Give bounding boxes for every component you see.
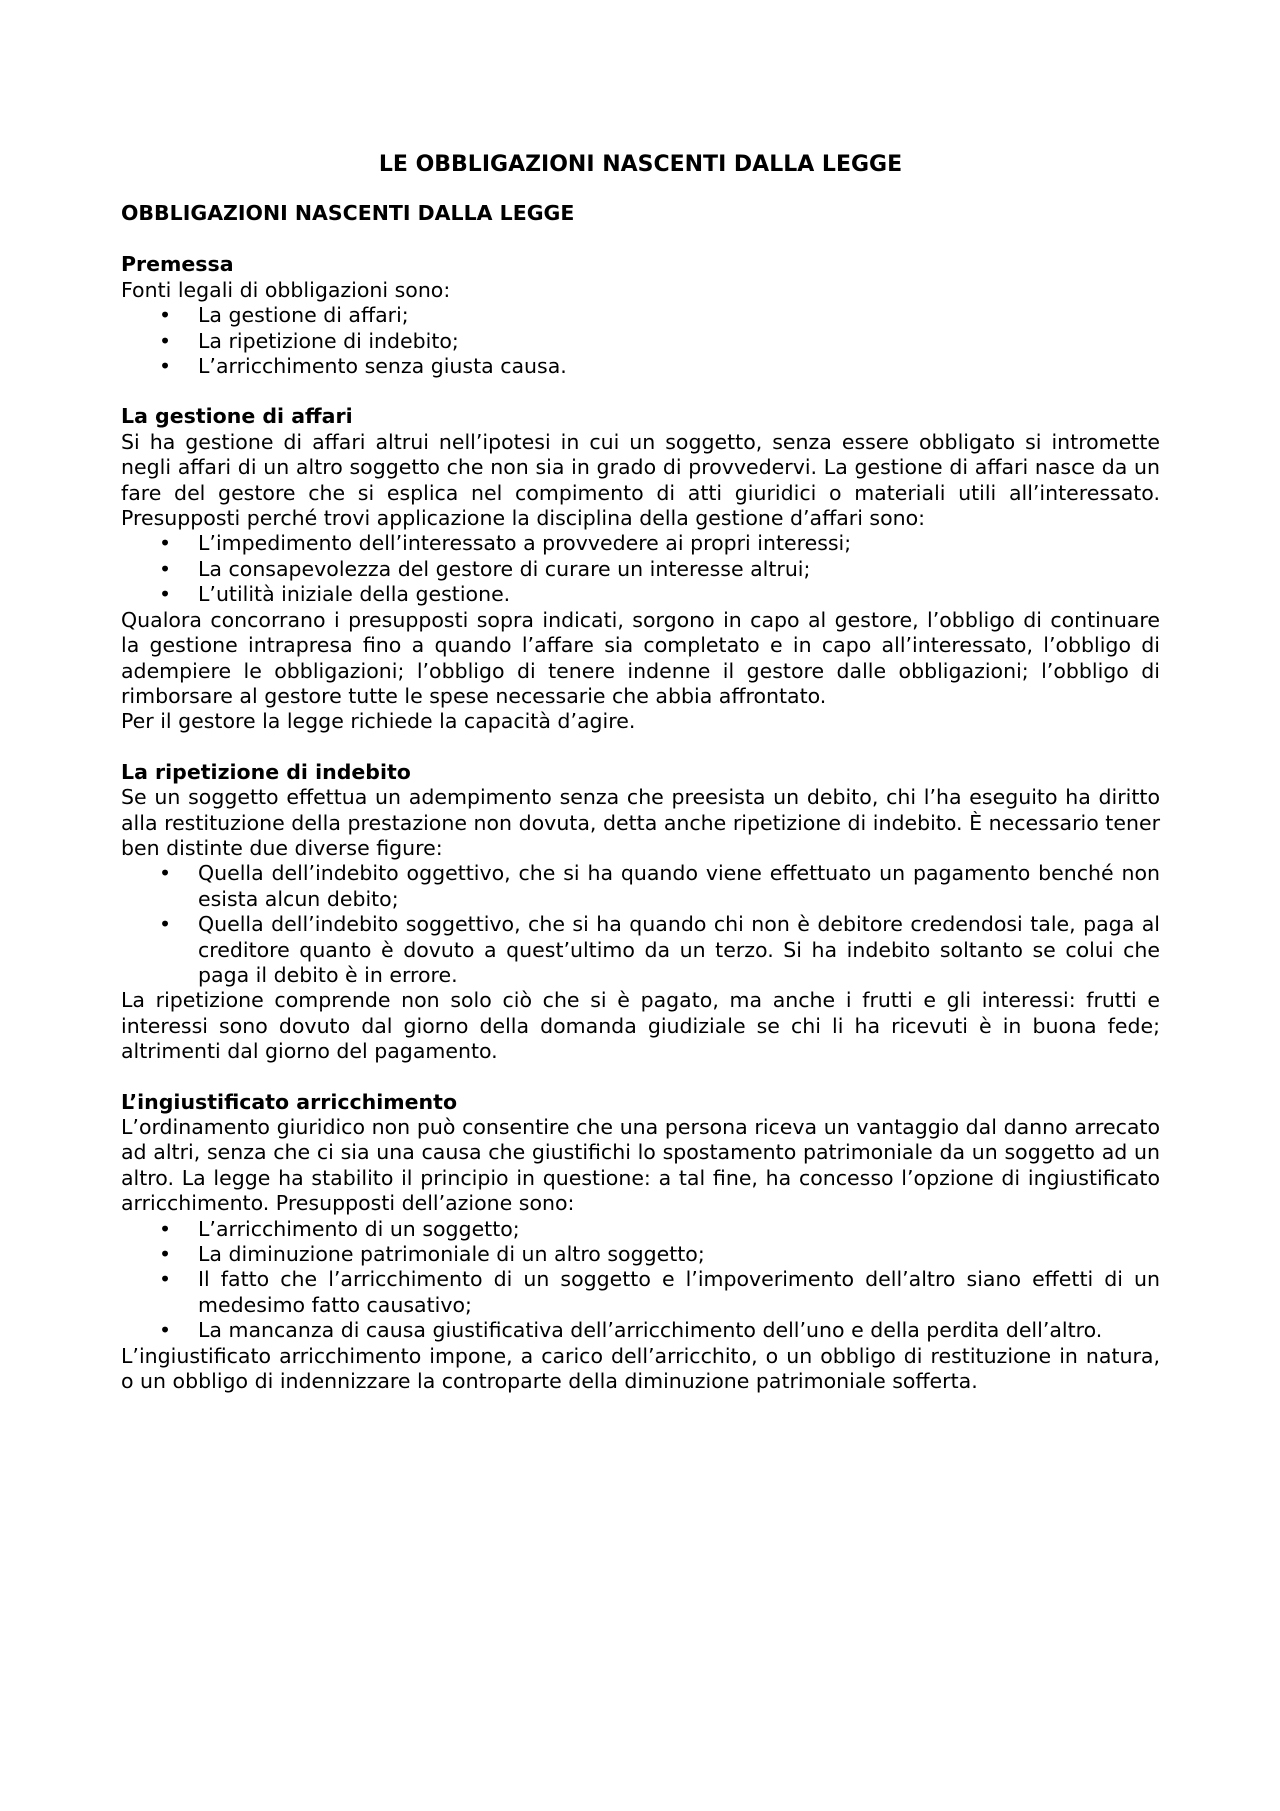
paragraph: Si ha gestione di affari altrui nell’ipotesi in cui un soggetto, senza essere obbligato si intromette negli affari di un altro soggetto che non sia in grado di provvedervi. La gestione di affari nasce da un fare del gestore che si esplica nel compimento di atti giuridici o materiali utili all’interessato. Presupposti perché trovi applicazione la disciplina della gestione d’affari sono: [121, 429, 1160, 531]
list-item: • Il fatto che l’arricchimento di un soggetto e l’impoverimento dell’altro siano effetti di un medesimo fatto causativo; [159, 1267, 1160, 1317]
list-item: • La diminuzione patrimoniale di un altro soggetto; [159, 1242, 705, 1267]
bullet-list [121, 861, 1160, 988]
bullet-list [121, 1217, 1160, 1344]
bullet-icon: • [159, 354, 172, 379]
list-item: • Quella dell’indebito oggettivo, che si ha quando viene effettuato un pagamento benché non esista alcun debito; [159, 861, 1160, 911]
list-item: • La mancanza di causa giustificativa dell’arricchimento dell’uno e della perdita dell’altro. [159, 1318, 1103, 1343]
list-item: • L’impedimento dell’interessato a provvedere ai propri interessi; [159, 531, 852, 556]
paragraph: L’ingiustificato arricchimento impone, a carico dell’arricchito, o un obbligo di restituzione in natura, o un obbligo di indennizzare la controparte della diminuzione patrimoniale sofferta. [121, 1343, 1160, 1394]
list-item: • L’arricchimento di un soggetto; [159, 1216, 520, 1241]
list-item: • Quella dell’indebito soggettivo, che si ha quando chi non è debitore credendosi tale, paga al creditore quanto è dovuto a quest’ultimo da un terzo. Si ha indebito soltanto se colui che paga il debito è in errore. [159, 912, 1160, 987]
document-title: LE OBBLIGAZIONI NASCENTI DALLA LEGGE [378, 152, 903, 177]
section-ingiustificato-arricchimento [121, 1090, 1160, 1395]
bullet-icon: • [159, 1216, 172, 1241]
bullet-icon: • [159, 861, 172, 886]
bullet-icon: • [159, 582, 172, 607]
list-item: • L’utilità iniziale della gestione. [159, 582, 511, 607]
list-item: • L’arricchimento senza giusta causa. [159, 354, 567, 379]
bullet-icon: • [159, 912, 172, 937]
bullet-icon: • [159, 303, 172, 328]
bullet-list [121, 531, 1160, 607]
document-subtitle: OBBLIGAZIONI NASCENTI DALLA LEGGE [121, 201, 575, 225]
document-page [121, 151, 1160, 1419]
list-item: • La gestione di affari; [159, 303, 409, 328]
section-premessa [121, 252, 1160, 379]
paragraph: L’ordinamento giuridico non può consentire che una persona riceva un vantaggio dal danno arrecato ad altri, senza che ci sia una causa che giustifichi lo spostamento patrimoniale da un soggetto ad un altro. La legge ha stabilito il principio in questione: a tal fine, ha concesso l’opzione di ingiustificato arricchimento. Presupposti dell’azione sono: [121, 1115, 1160, 1216]
paragraph: Se un soggetto effettua un adempimento senza che preesista un debito, chi l’ha eseguito ha diritto alla restituzione della prestazione non dovuta, detta anche ripetizione di indebito. È necessario tener ben distinte due diverse figure: [121, 785, 1160, 860]
section-heading: L’ingiustificato arricchimento [121, 1089, 458, 1114]
bullet-icon: • [159, 1267, 172, 1292]
bullet-icon: • [159, 531, 172, 556]
section-heading: La gestione di affari [121, 404, 353, 429]
list-item: • La ripetizione di indebito; [159, 328, 459, 353]
bullet-icon: • [159, 556, 172, 581]
bullet-list [121, 303, 1160, 379]
paragraph: Per il gestore la legge richiede la capacità d’agire. [121, 709, 636, 734]
section-intro: Fonti legali di obbligazioni sono: [121, 277, 451, 302]
bullet-icon: • [159, 328, 172, 353]
section-heading: La ripetizione di indebito [121, 759, 411, 784]
paragraph: Qualora concorrano i presupposti sopra indicati, sorgono in capo al gestore, l’obbligo di continuare la gestione intrapresa fino a quando l’affare sia completato e in capo all’interessato, l’obbligo di adempiere le obbligazioni; l’obbligo di tenere indenne il gestore dalle obbligazioni; l’obbligo di rimborsare al gestore tutte le spese necessarie che abbia affrontato. [121, 607, 1160, 708]
list-item: • La consapevolezza del gestore di curare un interesse altrui; [159, 556, 811, 581]
bullet-icon: • [159, 1242, 172, 1267]
section-heading: Premessa [121, 252, 234, 277]
paragraph: La ripetizione comprende non solo ciò che si è pagato, ma anche i frutti e gli interessi: frutti e interessi sono dovuto dal giorno della domanda giudiziale se chi li ha ricevuti è in buona fede; altrimenti dal giorno del pagamento. [121, 988, 1160, 1064]
section-ripetizione-indebito [121, 760, 1160, 1065]
bullet-icon: • [159, 1318, 172, 1343]
section-gestione-affari [121, 404, 1160, 734]
